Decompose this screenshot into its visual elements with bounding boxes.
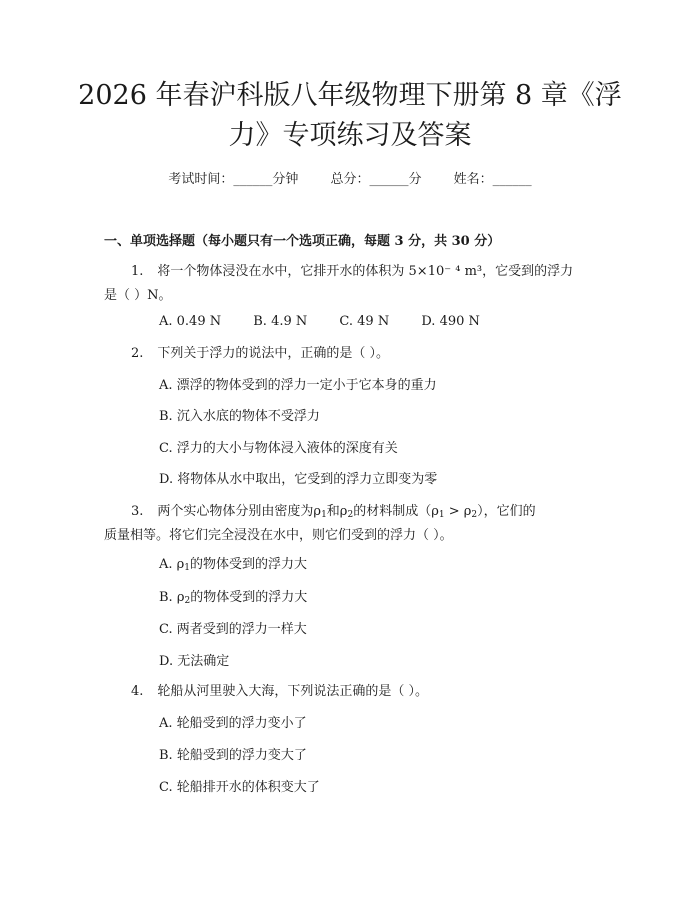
option-a: A. 轮船受到的浮力变小了 bbox=[159, 716, 307, 731]
option-b: B. 沉入水底的物体不受浮力 bbox=[159, 409, 320, 424]
question-text-cont: 是（ ）N。 bbox=[104, 288, 172, 303]
option-c: C. 49 N bbox=[339, 314, 390, 329]
question-text: 下列关于浮力的说法中，正确的是（ ）。 bbox=[157, 346, 390, 361]
option-c: C. 轮船排开水的体积变大了 bbox=[159, 780, 320, 795]
option-c: C. 两者受到的浮力一样大 bbox=[159, 622, 307, 637]
option-d: D. 无法确定 bbox=[159, 654, 230, 669]
subscript: 1 bbox=[438, 510, 445, 520]
question-1-options bbox=[159, 310, 480, 334]
option-a: A. 0.49 N bbox=[159, 314, 222, 329]
option-a bbox=[159, 553, 307, 577]
option-label: A. ρ bbox=[159, 557, 185, 572]
option-text: 的物体受到的浮力大 bbox=[190, 590, 308, 605]
subscript: 2 bbox=[184, 596, 191, 606]
section-heading: 一、单项选择题（每小题只有一个选项正确，每题 3 分，共 30 分） bbox=[104, 234, 501, 249]
exam-meta bbox=[0, 168, 700, 187]
exam-time-field: 考试时间：______分钟 bbox=[168, 172, 299, 187]
total-score-field: 总分：______分 bbox=[330, 172, 422, 187]
question-number: 2. bbox=[131, 346, 144, 361]
title-line-2: 力》专项练习及答案 bbox=[228, 120, 472, 151]
question-3 bbox=[104, 500, 599, 548]
question-2 bbox=[104, 342, 599, 366]
name-field: 姓名：______ bbox=[453, 172, 532, 187]
option-d: D. 490 N bbox=[421, 314, 480, 329]
question-number: 1. bbox=[131, 264, 144, 279]
question-text: 轮船从河里驶入大海，下列说法正确的是（ ）。 bbox=[157, 684, 429, 699]
option-b bbox=[159, 586, 307, 610]
question-4 bbox=[104, 680, 599, 704]
option-label: B. ρ bbox=[159, 590, 185, 605]
subscript: 1 bbox=[184, 563, 191, 573]
option-text: 的物体受到的浮力大 bbox=[190, 557, 308, 572]
question-text: 两个实心物体分别由密度为ρ bbox=[157, 504, 322, 519]
question-text: ），它们的 bbox=[477, 504, 536, 519]
option-b: B. 轮船受到的浮力变大了 bbox=[159, 748, 307, 763]
question-1 bbox=[104, 260, 599, 308]
question-text-cont: 质量相等。将它们完全浸没在水中，则它们受到的浮力（ ）。 bbox=[104, 528, 453, 543]
subscript: 2 bbox=[471, 510, 478, 520]
document-title bbox=[60, 76, 640, 156]
question-text: 的材料制成（ρ bbox=[353, 504, 439, 519]
question-text: 和ρ bbox=[326, 504, 348, 519]
question-text: 将一个物体浸没在水中，它排开水的体积为 5×10⁻ ⁴ m³，它受到的浮力 bbox=[157, 264, 574, 279]
question-number: 4. bbox=[131, 684, 144, 699]
option-d: D. 将物体从水中取出，它受到的浮力立即变为零 bbox=[159, 472, 438, 487]
title-line-1: 2026 年春沪科版八年级物理下册第 8 章《浮 bbox=[78, 80, 622, 111]
question-text: > ρ bbox=[444, 504, 472, 519]
option-c: C. 浮力的大小与物体浸入液体的深度有关 bbox=[159, 441, 398, 456]
subscript: 2 bbox=[347, 510, 354, 520]
option-a: A. 漂浮的物体受到的浮力一定小于它本身的重力 bbox=[159, 378, 437, 393]
option-b: B. 4.9 N bbox=[253, 314, 308, 329]
subscript: 1 bbox=[321, 510, 327, 520]
question-number: 3. bbox=[131, 504, 144, 519]
